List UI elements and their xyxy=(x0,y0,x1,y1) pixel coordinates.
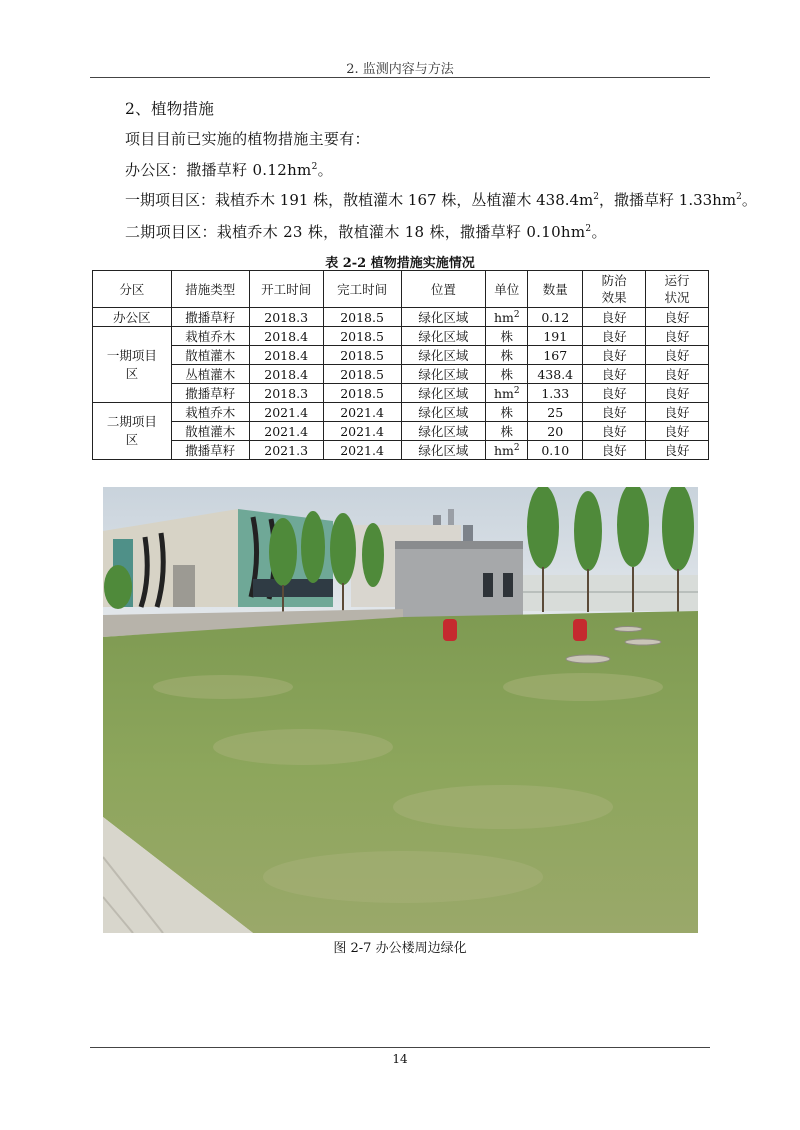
end-cell: 2018.5 xyxy=(323,346,401,365)
unit-cell: 株 xyxy=(486,327,528,346)
type-cell: 散植灌木 xyxy=(171,422,249,441)
effect-cell: 良好 xyxy=(583,365,646,384)
table-row xyxy=(93,308,709,327)
photo-illustration xyxy=(103,487,698,933)
unit-cell: 株 xyxy=(486,365,528,384)
col-status: 运行 状况 xyxy=(646,271,709,308)
col-start: 开工时间 xyxy=(249,271,323,308)
zone-cell: 办公区 xyxy=(93,308,172,327)
type-cell: 撒播草籽 xyxy=(171,308,249,327)
running-header: 2. 监测内容与方法 xyxy=(346,62,454,77)
start-cell: 2018.4 xyxy=(249,365,323,384)
phase1-paragraph: 一期项目区：栽植乔木 191 株，散植灌木 167 株，丛植灌木 $438.4m^2$，撒播草籽 $1.33hm^2$。 xyxy=(125,191,757,209)
office-paragraph: 办公区：撒播草籽 $0.12hm^2$。 xyxy=(125,161,333,179)
qty-cell: 1.33 xyxy=(528,384,583,403)
table-row xyxy=(93,403,709,422)
table-caption: 表 2-2 植物措施实施情况 xyxy=(325,256,475,271)
start-cell: 2021.3 xyxy=(249,441,323,460)
intro-paragraph: 项目目前已实施的植物措施主要有： xyxy=(125,130,370,148)
type-cell: 散植灌木 xyxy=(171,346,249,365)
qty-cell: 20 xyxy=(528,422,583,441)
col-effect: 防治 效果 xyxy=(583,271,646,308)
status-cell: 良好 xyxy=(646,346,709,365)
start-cell: 2018.3 xyxy=(249,308,323,327)
effect-cell: 良好 xyxy=(583,403,646,422)
qty-cell: 167 xyxy=(528,346,583,365)
end-cell: 2021.4 xyxy=(323,422,401,441)
location-cell: 绿化区域 xyxy=(401,403,486,422)
section-heading: 2、植物措施 xyxy=(125,100,215,118)
effect-cell: 良好 xyxy=(583,441,646,460)
qty-cell: 0.10 xyxy=(528,441,583,460)
table-row xyxy=(93,422,709,441)
table-header-row xyxy=(93,271,709,308)
end-cell: 2018.5 xyxy=(323,384,401,403)
location-cell: 绿化区域 xyxy=(401,441,486,460)
figure-caption: 图 2-7 办公楼周边绿化 xyxy=(333,941,467,956)
unit-cell: 株 xyxy=(486,422,528,441)
phase2-paragraph: 二期项目区：栽植乔木 23 株，散植灌木 18 株，撒播草籽 $0.10hm^2$。 xyxy=(125,223,607,241)
status-cell: 良好 xyxy=(646,327,709,346)
col-location: 位置 xyxy=(401,271,486,308)
unit-cell: 株 xyxy=(486,403,528,422)
qty-cell: 191 xyxy=(528,327,583,346)
type-cell: 撒播草籽 xyxy=(171,384,249,403)
status-cell: 良好 xyxy=(646,403,709,422)
unit-cell: $hm^2$ xyxy=(486,308,528,327)
location-cell: 绿化区域 xyxy=(401,365,486,384)
col-unit: 单位 xyxy=(486,271,528,308)
table-row xyxy=(93,441,709,460)
status-cell: 良好 xyxy=(646,384,709,403)
end-cell: 2021.4 xyxy=(323,441,401,460)
location-cell: 绿化区域 xyxy=(401,327,486,346)
start-cell: 2018.4 xyxy=(249,346,323,365)
type-cell: 栽植乔木 xyxy=(171,327,249,346)
col-end: 完工时间 xyxy=(323,271,401,308)
status-cell: 良好 xyxy=(646,422,709,441)
location-cell: 绿化区域 xyxy=(401,422,486,441)
effect-cell: 良好 xyxy=(583,422,646,441)
office-greening-photo xyxy=(103,487,698,933)
qty-cell: 25 xyxy=(528,403,583,422)
zone-cell: 一期项目区 xyxy=(93,327,172,403)
qty-cell: 0.12 xyxy=(528,308,583,327)
location-cell: 绿化区域 xyxy=(401,346,486,365)
type-cell: 栽植乔木 xyxy=(171,403,249,422)
type-cell: 丛植灌木 xyxy=(171,365,249,384)
measures-table xyxy=(92,270,709,460)
table-row xyxy=(93,384,709,403)
unit-cell: 株 xyxy=(486,346,528,365)
type-cell: 撒播草籽 xyxy=(171,441,249,460)
qty-cell: 438.4 xyxy=(528,365,583,384)
col-qty: 数量 xyxy=(528,271,583,308)
start-cell: 2018.4 xyxy=(249,327,323,346)
effect-cell: 良好 xyxy=(583,308,646,327)
effect-cell: 良好 xyxy=(583,346,646,365)
page-number: 14 xyxy=(392,1052,408,1066)
status-cell: 良好 xyxy=(646,441,709,460)
start-cell: 2018.3 xyxy=(249,384,323,403)
col-type: 措施类型 xyxy=(171,271,249,308)
start-cell: 2021.4 xyxy=(249,403,323,422)
zone-cell: 二期项目区 xyxy=(93,403,172,460)
end-cell: 2018.5 xyxy=(323,365,401,384)
unit-cell: $hm^2$ xyxy=(486,384,528,403)
location-cell: 绿化区域 xyxy=(401,384,486,403)
status-cell: 良好 xyxy=(646,365,709,384)
end-cell: 2018.5 xyxy=(323,308,401,327)
col-zone: 分区 xyxy=(93,271,172,308)
footer-rule xyxy=(90,1047,710,1048)
status-cell: 良好 xyxy=(646,308,709,327)
effect-cell: 良好 xyxy=(583,384,646,403)
end-cell: 2018.5 xyxy=(323,327,401,346)
table-row xyxy=(93,327,709,346)
end-cell: 2021.4 xyxy=(323,403,401,422)
unit-cell: $hm^2$ xyxy=(486,441,528,460)
header-rule xyxy=(90,77,710,78)
effect-cell: 良好 xyxy=(583,327,646,346)
start-cell: 2021.4 xyxy=(249,422,323,441)
table-row xyxy=(93,346,709,365)
table-row xyxy=(93,365,709,384)
location-cell: 绿化区域 xyxy=(401,308,486,327)
